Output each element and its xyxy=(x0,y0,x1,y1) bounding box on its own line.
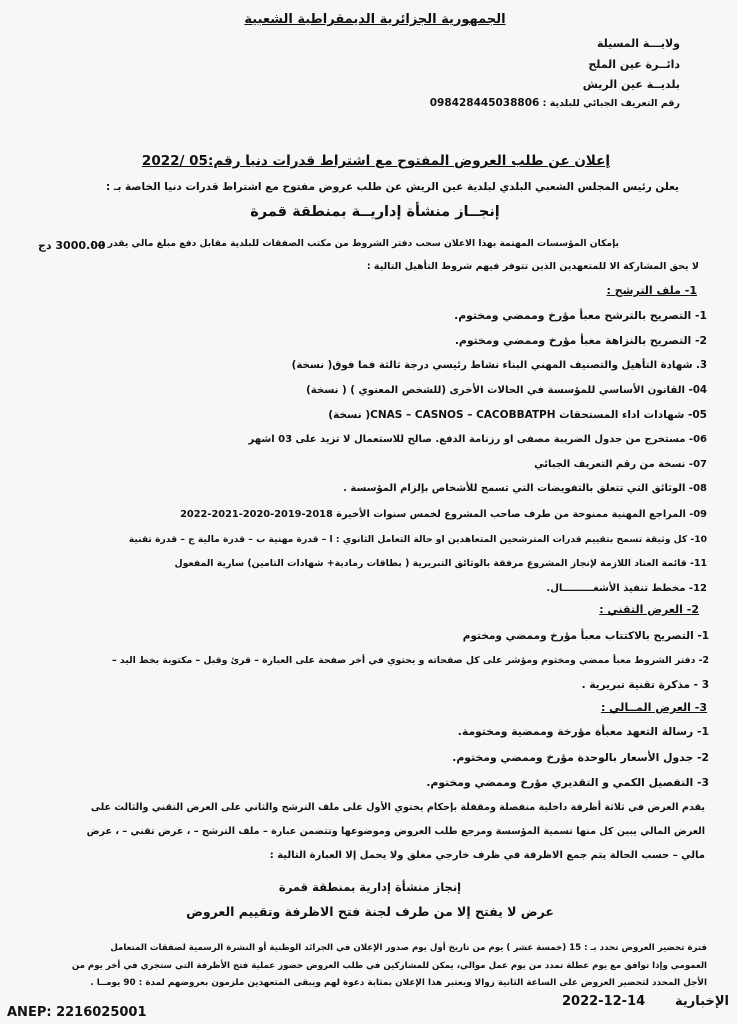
candidature-item: 11- قائمة العتاد اللازمة لإنجاز المشروع مرفقة بالوثائق التبريرية ( بطاقات رمادية+ شهادات التامين) سارية المفعول xyxy=(174,558,707,569)
financial-item: 2- جدول الأسعار بالوحدة مؤرخ وممضي ومختوم. xyxy=(452,751,709,764)
nif-row xyxy=(430,97,680,109)
envelope-paragraph-line: العرض المالي يبين كل منها تسمية المؤسسة ومرجع طلب العروض وموضوعها وتتضمن عبارة – ملف الترشح – ، عرض تقني – ، عرض xyxy=(86,826,705,837)
footer-paragraph-line: الأجل المحدد لتحضير العروض على الساعة الثانية زوالا ويعتبر هذا الإعلان بمثابة دعوة لهم ويبقى المتعهدين ملزمون بعروضهم لمدة : 90 يومــا . xyxy=(90,978,707,988)
candidature-item: 10- كل وثيقة تسمح بتقييم قدرات المترشحين المتعاهدين او حالة التعامل الثانوي : ا – قدرة مهنية ب – قدرة مالية ج – قدرة تقنية xyxy=(128,534,707,545)
candidature-item: 2- التصريح بالنزاهة معبأ مؤرخ وممضي ومختوم. xyxy=(454,334,707,347)
technical-item: 2- دفتر الشروط معبأ ممضي ومختوم ومؤشر على كل صفحاته و يحتوي في أخر صفحة على العبارة – قرئ وقبل – مكتوبة بخط اليد – xyxy=(112,655,709,666)
specifications-amount: 3000.00 دج xyxy=(38,239,106,252)
newspaper-name: الإخبارية xyxy=(675,994,729,1009)
envelope-inscription-project: إنجاز منشأة إدارية بمنطقة قمرة xyxy=(278,880,462,894)
wilaya-line: ولايـــة المسيلة xyxy=(596,37,680,50)
candidature-item: 12- مخطط تنفيذ الأشغـــــــــال. xyxy=(546,583,707,594)
specifications-paragraph: بإمكان المؤسسات المهتمة بهذا الاعلان سحب دفتر الشروط من مكتب الصفقات للبلدية مقابل دفع مبلغ مالي يقدر بـ : xyxy=(91,238,619,249)
candidature-item: 08- الوثائق التي تتعلق بالتفويضات التي تسمح للأشخاص بإلزام المؤسسة . xyxy=(343,483,707,494)
envelope-paragraph-line: مالي – حسب الحالة يتم جمع الاظرفة في ظرف خارجي مغلق ولا يحمل إلا العبارة التالية : xyxy=(269,850,705,861)
envelope-paragraph-line: يقدم العرض في ثلاثة أظرفة داخلية منفصلة ومقفلة بإحكام يحتوي الأول على ملف الترشح والثاني على العرض التقني والثالث على xyxy=(90,802,705,813)
candidature-item: 09- المراجع المهنية ممنوحة من طرف صاحب المشروع لخمس سنوات الأخيرة 2018-2019-2020-2021-2022 xyxy=(180,509,707,520)
eligibility-paragraph: لا يحق المشاركة الا للمتعهدين الذين تتوفر فيهم شروط التأهيل التالية : xyxy=(366,261,699,272)
republic-heading: الجمهورية الجزائرية الديمقراطية الشعبية xyxy=(244,12,506,27)
commune-line: بلديــة عين الريش xyxy=(582,78,680,91)
financial-item: 3- التفصيل الكمي و التقديري مؤرخ وممضي ومختوم. xyxy=(426,776,709,789)
section-technical-title: 2- العرض التقني : xyxy=(599,603,699,616)
candidature-item: 3. شهادة التأهيل والتصنيف المهني البناء نشاط رئيسي درجة ثالثة فما فوق( نسخة) xyxy=(291,360,707,371)
envelope-inscription-text: عرض لا يفتح إلا من طرف لجنة فتح الاظرفة وتقييم العروض xyxy=(186,904,554,919)
publication-date: 2022-12-14 xyxy=(562,994,646,1009)
daira-line: دائــرة عين الملح xyxy=(588,58,680,71)
technical-item: 1- التصريح بالاكتتاب معبأ مؤرخ وممضي ومختوم xyxy=(462,630,709,642)
section-financial-title: 3- العرض المــالي : xyxy=(600,701,707,714)
candidature-item: 1- التصريح بالترشح معبأ مؤرخ وممضي ومختوم. xyxy=(454,309,707,322)
announcement-intro: يعلن رئيس المجلس الشعبي البلدي لبلدية عين الريش عن طلب عروض مفتوح مع اشتراط قدرات دنيا الخاصة بـ : xyxy=(106,181,679,193)
footer-paragraph-line: فترة تحضير العروض تحدد بـ : 15 (خمسة عشر ) يوم من تاريخ أول يوم صدور الإعلان في الجرائد الوطنية أو النشرة الرسمية لصفقات المتعامل xyxy=(110,943,707,953)
candidature-item: 06- مستخرج من جدول الضريبة مصفى او رزنامة الدفع. صالح للاستعمال لا تزيد على 03 اشهر xyxy=(248,434,707,445)
financial-item: 1- رسالة التعهد معبأة مؤرخة وممضية ومختومة. xyxy=(457,725,709,738)
announcement-title: إعلان عن طلب العروض المفتوح مع اشتراط قدرات دنيا رقم:05 /2022 xyxy=(141,153,610,169)
candidature-item: 07- نسخة من رقم التعريف الجبائي xyxy=(534,459,707,470)
candidature-item: 04- القانون الأساسي للمؤسسة في الحالات الأخرى (للشخص المعنوي ) ( نسخة) xyxy=(306,385,707,396)
footer-paragraph-line: العمومي وإذا توافق مع يوم عطلة تمدد من يوم عمل موالي، يمكن للمشاركين في طلب العروض حضور عملية فتح الأظرفة التي ستجري في أخر يوم من xyxy=(71,961,707,971)
technical-item: 3 - مذكرة تقنية تبريرية . xyxy=(581,679,709,691)
candidature-item: 05- شهادات اداء المستحقات CNAS – CASNOS – CACOBBATPH( نسخة) xyxy=(328,409,707,421)
section-candidature-title: 1- ملف الترشح : xyxy=(606,284,697,297)
anep-reference: ANEP: 2216025001 xyxy=(7,1005,147,1020)
nif-value: 098428445038806 xyxy=(429,97,540,109)
nif-label: رقم التعريف الجبائي للبلدية : xyxy=(542,98,680,109)
project-title: إنجــاز منشأة إداريــة بمنطقة قمرة xyxy=(250,204,500,220)
